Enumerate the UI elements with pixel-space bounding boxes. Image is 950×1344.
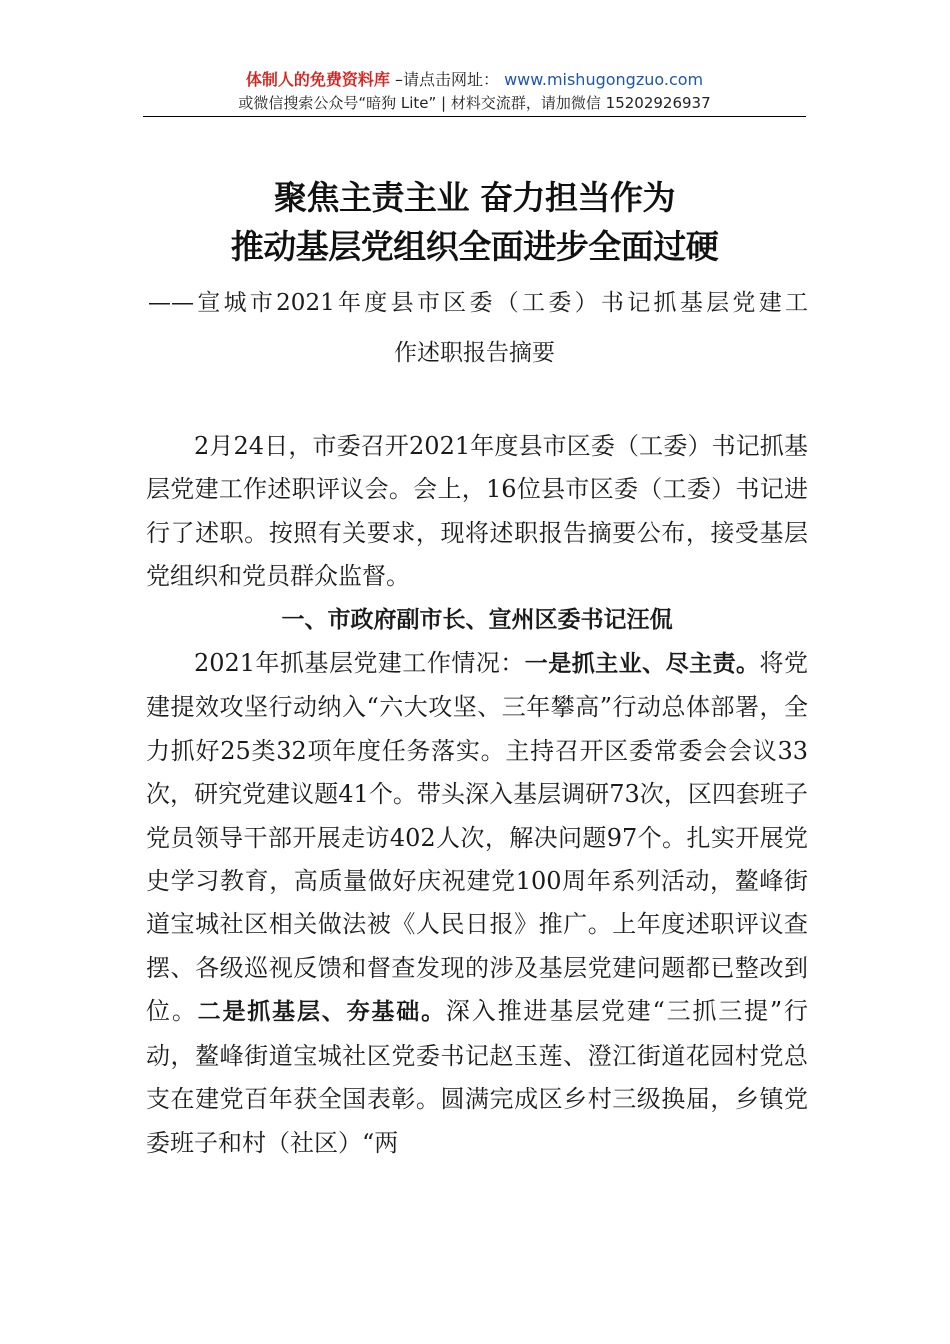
p1-bold-point-2: 二是抓基层、夯基础。 [197,999,446,1026]
section-1-paragraph [146,642,808,1165]
document-title-line-2: 推动基层党组织全面进步全面过硬 [230,227,719,266]
document-subtitle-line-1: ——宣城市2021年度县市区委（工委）书记抓基层党建工 [148,290,808,316]
document-body [146,425,808,1165]
header-url-link[interactable]: www.mishugongzuo.com [504,70,704,89]
header-line-1 [143,68,806,92]
document-subtitle-line-2: 作述职报告摘要 [394,340,555,366]
header-divider [143,116,806,117]
p1-lead: 2021年抓基层党建工作情况： [194,649,525,678]
header-prompt: –请点击网址： [394,70,499,89]
section-1-heading: 一、市政府副市长、宣州区委书记汪侃 [281,606,673,633]
p1-text-2: 深入推进基层党建“三抓三提”行动，鳌峰街道宝城社区党委书记赵玉莲、澄江街道花园村党总支在建党百年获全国表彰。圆满完成区乡村三级换届，乡镇党委班子和村（社区）“两 [146,997,809,1157]
header-site-label: 体制人的免费资料库 [245,70,390,89]
p1-text-1: 将党建提效攻坚行动纳入“六大攻坚、三年攀高”行动总体部署，全力抓好25类32项年度任务落实。主持召开区委常委会会议33次，研究党建议题41个。带头深入基层调研73次，区四套班子党员领导干部开展走访402人次，解决问题97个。扎实开展党史学习教育，高质量做好庆祝建党100周年系列活动，鳌峰街道宝城社区相关做法被《人民日报》推广。上年度述职评议查摆、各级巡视反馈和督查发现的涉及基层党建问题都已整改到位。 [146,649,809,1026]
p1-bold-point-1: 一是抓主业、尽主责。 [524,651,760,678]
intro-paragraph: 2月24日，市委召开2021年度县市区委（工委）书记抓基层党建工作述职评议会。会上，16位县市区委（工委）书记进行了述职。按照有关要求，现将述职报告摘要公布，接受基层党组织和党员群众监督。 [146,432,808,591]
document-title-line-1: 聚焦主责主业 奋力担当作为 [274,178,675,217]
page-header [143,68,806,114]
header-line-2: 或微信搜索公众号“暗狗 Lite” | 材料交流群，请加微信 15202926937 [238,94,711,112]
